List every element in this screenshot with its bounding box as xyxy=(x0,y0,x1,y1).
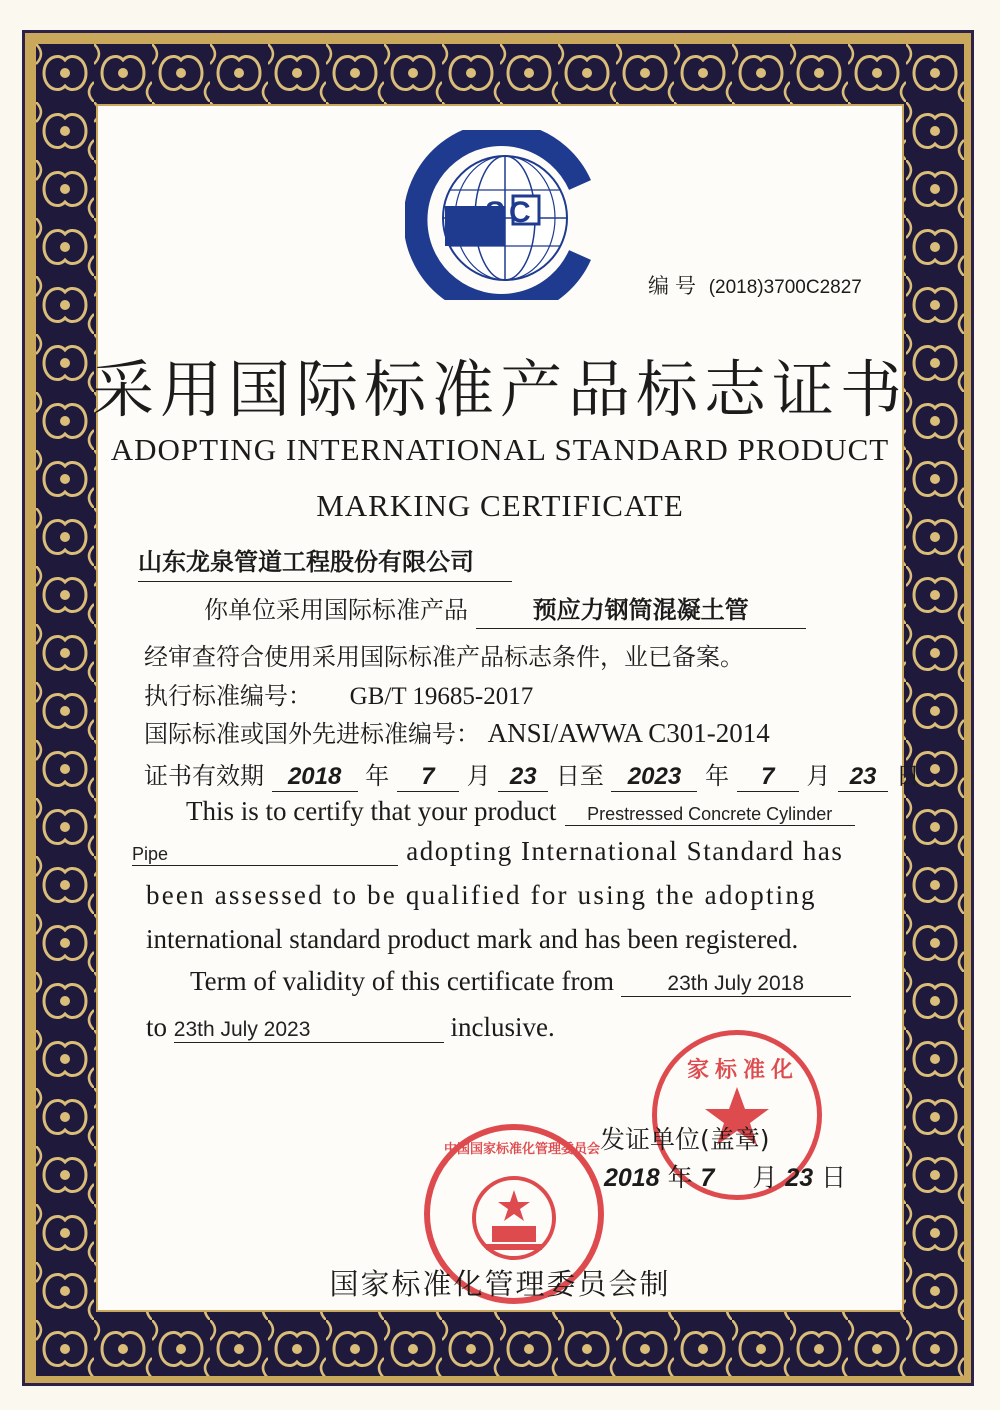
en-certify-line xyxy=(186,796,855,827)
validity-label: 证书有效期 xyxy=(144,762,264,790)
en-certify: This is to certify that your product xyxy=(186,796,557,826)
exec-standard xyxy=(144,676,533,711)
from-year: 2018 xyxy=(272,763,358,792)
exec-std-value: GB/T 19685-2017 xyxy=(349,683,534,710)
from-month: 7 xyxy=(397,763,459,792)
csc-logo xyxy=(405,130,605,300)
month-char-1: 月 xyxy=(466,762,491,790)
validity-cn xyxy=(144,756,920,792)
en-adopting-line xyxy=(132,836,843,867)
title-en-line1: ADOPTING INTERNATIONAL STANDARD PRODUCT xyxy=(110,432,890,467)
product-cn: 预应力钢筒混凝土管 xyxy=(476,590,806,629)
en-product-part1: Prestressed Concrete Cylinder xyxy=(565,804,855,826)
year-char-1: 年 xyxy=(365,762,390,790)
en-to: to xyxy=(146,1012,168,1042)
en-to-date: 23th July 2023 xyxy=(174,1018,444,1043)
to-year: 2023 xyxy=(611,763,697,792)
exec-std-label: 执行标准编号： xyxy=(144,682,312,710)
issue-year: 2018 xyxy=(604,1164,660,1192)
to-char: 日至 xyxy=(555,762,604,790)
product-line xyxy=(204,590,806,629)
issue-month-char: 月 xyxy=(752,1163,778,1192)
issue-year-char: 年 xyxy=(667,1163,693,1192)
company-name xyxy=(138,542,512,582)
en-from-date: 23th July 2018 xyxy=(621,972,851,997)
en-term-line xyxy=(190,966,851,997)
footer-issuer: 国家标准化管理委员会制 xyxy=(329,1267,671,1301)
issuer-label: 发证单位(盖章) xyxy=(600,1125,770,1154)
intl-std-value: ANSI/AWWA C301-2014 xyxy=(487,718,770,748)
product-prefix: 你单位采用国际标准产品 xyxy=(204,596,468,624)
en-inclusive: inclusive. xyxy=(450,1012,555,1042)
en-assessed: been assessed to be qualified for using the adopting xyxy=(146,880,817,910)
title-cn: 采用国际标准产品标志证书 xyxy=(91,353,908,426)
month-char-2: 月 xyxy=(806,762,831,790)
en-adopting: adopting International Standard has xyxy=(406,836,844,866)
issue-day-char: 日 xyxy=(821,1163,847,1192)
en-to-line xyxy=(146,1012,555,1043)
title-en-line2: MARKING CERTIFICATE xyxy=(316,488,684,523)
number-label: 编号 xyxy=(648,274,702,298)
en-mark: international standard product mark and has been registered. xyxy=(146,924,799,954)
en-term: Term of validity of this certificate from xyxy=(190,966,614,996)
from-day: 23 xyxy=(498,763,548,792)
year-char-2: 年 xyxy=(705,762,730,790)
to-day: 23 xyxy=(838,763,888,792)
issue-month: 7 xyxy=(700,1164,715,1192)
seal-left-text: 中国国家标准化管理委员会 xyxy=(444,1142,601,1157)
to-month: 7 xyxy=(737,763,799,792)
intl-std-label: 国际标准或国外先进标准编号： xyxy=(144,720,480,748)
review-text: 经审查符合使用采用国际标准产品标志条件，业已备案。 xyxy=(144,643,744,671)
seal-right-text: 家标准化 xyxy=(687,1058,800,1083)
certificate-number xyxy=(648,270,862,300)
number-value: (2018)3700C2827 xyxy=(708,277,862,298)
issue-date xyxy=(604,1158,846,1194)
intl-standard xyxy=(144,714,770,749)
issue-day: 23 xyxy=(785,1164,814,1192)
company-name-text: 山东龙泉管道工程股份有限公司 xyxy=(138,542,512,582)
en-product-part2: Pipe xyxy=(132,844,398,866)
day-char: 日 xyxy=(895,762,920,790)
logo-letters: SC xyxy=(485,196,535,229)
